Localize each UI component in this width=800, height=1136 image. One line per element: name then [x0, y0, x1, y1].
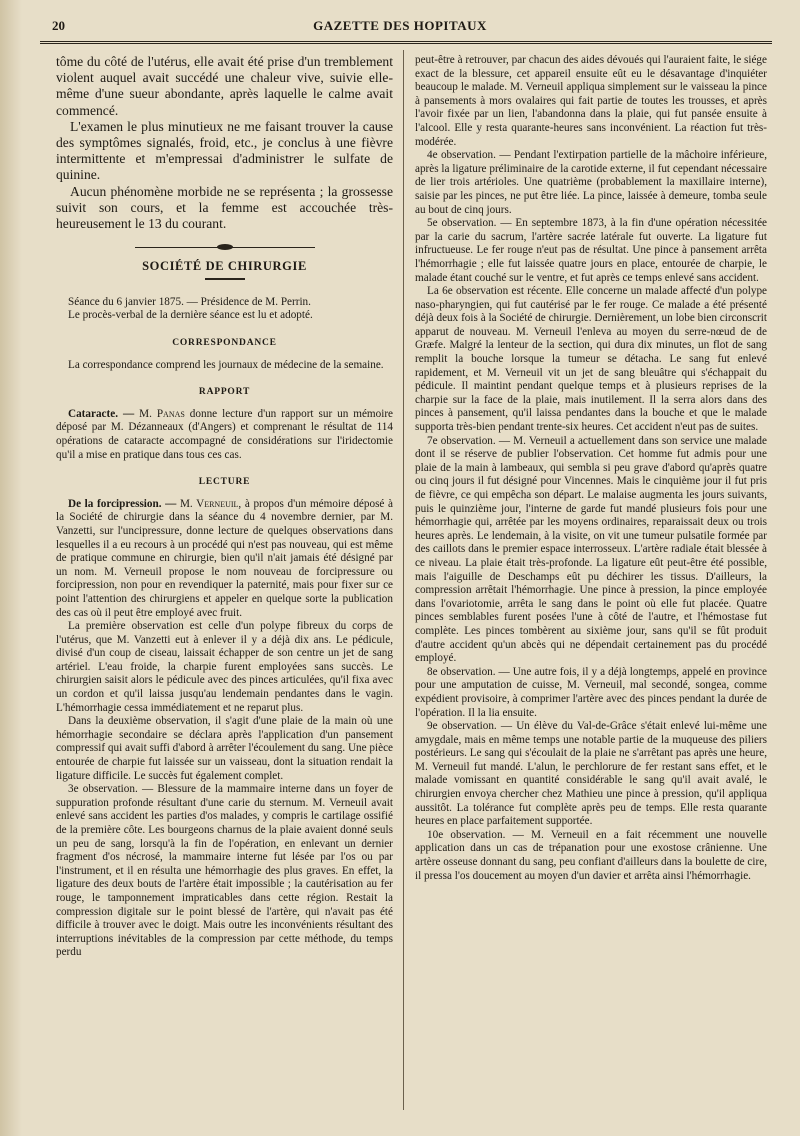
observation-paragraph: La première observation est celle d'un polype fibreux du corps de l'utérus, que M. Vanzetti eut à enlever il y a déjà dix ans. Le pédicule, divisé d'un coup de ciseau, laissait échapper de son centre un jet de sang artériel. L'eau froide, la charpie furent employées sans succès. Le chirurgien saisit alors le pédicule avec des pinces articulées, qu'il fixa avec un cordon et qu'il laissa jusqu'au lendemain pendantes dans le vagin. L'hémorrhagie cessa immédiatement et ne reparut plus. [56, 620, 393, 714]
lecture-speaker: M. Verneuil, [179, 497, 242, 510]
observation-paragraph: La 6e observation est récente. Elle concerne un malade affecté d'un polype naso-pharyngien, qui fut cautérisé par le fer rouge. Ce malade a été présenté déjà deux fois à la Société de chirurgie. Dernièrement, un lobe bien circonscrit apparut de nouveau. M. Verneuil l'enleva au moyen du serre-nœud de de Græfe. Malgré la lenteur de la section, qui dura dix minutes, un flot de sang remplit la bouche lorsque la tumeur se détacha. Le sang fut enlevé rapidement, et M. Verneuil vit un jet de sang bleuâtre qui s'échappait du pédicule. Il maintint pendant quelque temps et à plusieurs reprises de la charpie sur la face de la plaie, mais inutilement. Il la serra alors dans des pinces à pansement, qu'il laissa pendantes dans la bouche et que le malade supporta très-bien pendant trente-six heures. Cet accident n'eut pas de suites. [415, 285, 767, 434]
intro-paragraph: tôme du côté de l'utérus, elle avait été prise d'un tremblement violent auquel avait succédé une chaleur vive, suivie elle-même d'une sueur abondante, après laquelle le calme avait commencé. [56, 54, 393, 118]
observation-paragraph: 8e observation. — Une autre fois, il y a déjà longtemps, appelé en province pour une amputation de cuisse, M. Verneuil, mal secondé, songea, comme expédient provisoire, à comprimer l'artère avec des pinces pendant la durée de l'opération. Il la lia ensuite. [415, 665, 767, 719]
title-underline [205, 278, 245, 280]
observation-paragraph: Dans la deuxième observation, il s'agit d'une plaie de la main où une hémorrhagie secondaire se déclara après l'application d'un pansement compressif qui avait suffi d'abord à arrêter l'écoulement du sang. Une pièce entourée de charpie fut laissée sur un vaisseau, dont la situation rendait la ligature difficile. Le succès fut également complet. [56, 715, 393, 782]
observation-paragraph: 9e observation. — Un élève du Val-de-Grâce s'était enlevé lui-même une amygdale, mais en même temps une notable partie de la muqueuse des piliers postérieurs. Le sang qui s'écoulait de la plaie ne s'arrêtant pas après une heure, M. Verneuil fut mandé. L'alun, le perchlorure de fer restant sans effet, et le malade vomissant en quantité considérable le sang qu'il avait avalé, le chirurgien envoya chercher chez Mathieu une pince à pression, qu'il appliqua aussitôt. La tolérance fut complète après peu de temps. Elle resta quarante heures en place parfaitement supportée. [415, 720, 767, 828]
rapport-speaker: M. Panas [139, 407, 185, 420]
observation-paragraph: 7e observation. — M. Verneuil a actuellement dans son service une malade dont il se réserve de publier l'observation. Cet homme fut admis pour une plaie de la main à lambeaux, qui sembla si peu grave d'abord qu'après quatre ou cinq jours il fut désigné pour Vincennes. Mais le cinquième jour il fut pris de fièvre, ce qui empêcha son départ. Le malaise augmenta les jours suivants, puis le quinzième jour, l'interne de garde fut mandé plusieurs fois pour une hémorrhagie qui, arrêtée par les moyens ordinaires, reparaissait deux ou trois heures après. Le lendemain, à la visite, on vit une tumeur pulsatile formée par des caillots dans le premier espace interrosseux. L'artère radiale était blessée à ce niveau. La plaie était très-profonde. La ligature eût peut-être été possible, mais l'aiguille de Deschamps eût pu déchirer les tissus. D'ailleurs, la compression arrêtait l'hémorrhagie. Une pince à pression, la pince employée dans l'ovariotomie, arrêta le sang dans le point où elle fut placée. Quatre pinces semblables furent posées l'une à côté de l'autre, et l'hémostase fut complète. Les pinces tombèrent au sixième jour, sans qu'il se fût produit d'autre accident qu'un abcès qui ne dépendait certainement pas du procédé employé. [415, 434, 767, 665]
lecture-heading: LECTURE [198, 477, 251, 488]
rapport-lead: Cataracte. — [68, 407, 135, 420]
left-column [56, 54, 393, 960]
correspondance-heading: CORRESPONDANCE [172, 338, 277, 349]
intro-paragraph: Aucun phénomène morbide ne se représenta ; la grossesse suivit son cours, et la femme est accouchée très-heureusement le 13 du courant. [56, 183, 393, 232]
page-spine-shadow [0, 0, 22, 1136]
society-title: SOCIÉTÉ DE CHIRURGIE [142, 259, 307, 274]
ornamental-separator [135, 244, 315, 250]
observation-paragraph: 10e observation. — M. Verneuil en a fait récemment une nouvelle application dans un cas de trépanation pour une exostose crânienne. Une artère osseuse donnant du sang, peu confiant d'ailleurs dans la boulette de cire, il pressa l'os doucement au moyen d'un davier et arrêta ainsi l'hémorrhagie. [415, 828, 767, 882]
lecture-lead: De la forcipression. — [68, 497, 177, 510]
rapport-heading: RAPPORT [198, 387, 251, 398]
proces-verbal: Le procès-verbal de la dernière séance est lu et adopté. [68, 309, 313, 322]
correspondance-text: La correspondance comprend les journaux de médecine de la semaine. [68, 358, 384, 371]
intro-paragraph: L'examen le plus minutieux ne me faisant trouver la cause des symptômes signalés, froid, etc., je conclus à une fièvre intermittente et m'empressai d'administrer le sulfate de quinine. [56, 118, 393, 183]
rapport-paragraph [56, 408, 393, 462]
observation-paragraph: 5e observation. — En septembre 1873, à la fin d'une opération nécessitée par la carie du sacrum, l'artère sacrée latérale fut ouverte. La ligature fut infructueuse. Le fer rouge n'eut pas de résultat. Une pince à pansement arrêta l'hémorrhagie ; elle fut laissée quatre jours en place, entourée de charpie, le malade étant couché sur le ventre, et fut après ce temps enlevé sans accident. [415, 217, 767, 284]
right-column [415, 54, 767, 883]
intro-text [56, 54, 393, 232]
journal-title: GAZETTE DES HOPITAUX [313, 18, 487, 33]
rapport-text: donne lecture d'un rapport sur un mémoire déposé par M. Dézanneaux (d'Angers) et comprenant le résultat de 114 opérations de cataracte accompagné de considérations sur l'iridectomie qu'il a mise en pratique dans tous ces cas. [56, 407, 394, 461]
observation-paragraph: 3e observation. — Blessure de la mammaire interne dans un foyer de suppuration profonde résultant d'une carie du sternum. M. Verneuil avait enlevé sans accident les parties d'os malades, y compris le cartilage ossifié de la première côte. Les bourgeons charnus de la plaie avaient donné seuls un peu de sang, lorsqu'à la fin de l'opération, en enlevant un dernier fragment d'os nécrosé, la mammaire interne fut lésée par l'os ou par l'instrument, et il en résulta une hémorrhagie des plus graves. En effet, la ligature des deux bouts de l'artère était impossible ; la cautérisation au fer rouge, le tamponnement impraticables dans cette région. Restait la compression digitale sur le point blessé de l'artère, qui n'avait pas été difficile à trouver avec le doigt. Mais outre les inconvénients résultant des interruptions inévitables de la compression par cette méthode, du temps perdu [56, 783, 393, 959]
column-divider [403, 50, 404, 1110]
observation-paragraph: 4e observation. — Pendant l'extirpation partielle de la mâchoire inférieure, après la ligature préliminaire de la carotide externe, il fut cependant nécessaire de lier trois artérioles. Une quatrième (probablement la maxillaire interne), saisie par les pinces, ne put être liée. La pince, laissée à demeure, tomba seule au bout de cinq jours. [415, 149, 767, 216]
lecture-paragraph [56, 498, 393, 620]
page-header [22, 18, 778, 40]
observation-paragraph: peut-être à retrouver, par chacun des aides dévoués qui l'auraient faite, le siége exact de la blessure, cet appareil ensuite eût eu le désavantage d'inquiéter beaucoup le malade. M. Verneuil appliqua simplement sur le vaisseau la pince à pansements à mors ovalaires qui fait partie de toutes les trousses, et après l'avoir fixée par un lien, l'abandonna dans la plaie, qui fut pansée ensuite à l'alcool. Elle y resta quarante-heures sans inconvénient. La réaction fut très-modérée. [415, 54, 767, 148]
seance-line: Séance du 6 janvier 1875. — Présidence de M. Perrin. [68, 295, 311, 308]
lecture-text: à propos d'un mémoire déposé à la Société de chirurgie dans la séance du 4 novembre dernier, par M. Vanzetti, sur l'uncipressure, donne lecture de quelques observations dans lesquelles il a eu recours à un procédé qui n'est pas nouveau, qui est même de pratique commune en chirurgie, bien qu'il n'ait jamais été désigné par un nom. M. Verneuil propose le nom nouveau de forcipressure ou forcipression, non pour en revendiquer la paternité, mais pour fixer sur ce point l'attention des chirurgiens et appeler en quelque sorte la publication des cas où il peut être employé avec fruit. [56, 497, 393, 619]
header-rule [40, 41, 772, 44]
page-number: 20 [52, 18, 65, 33]
